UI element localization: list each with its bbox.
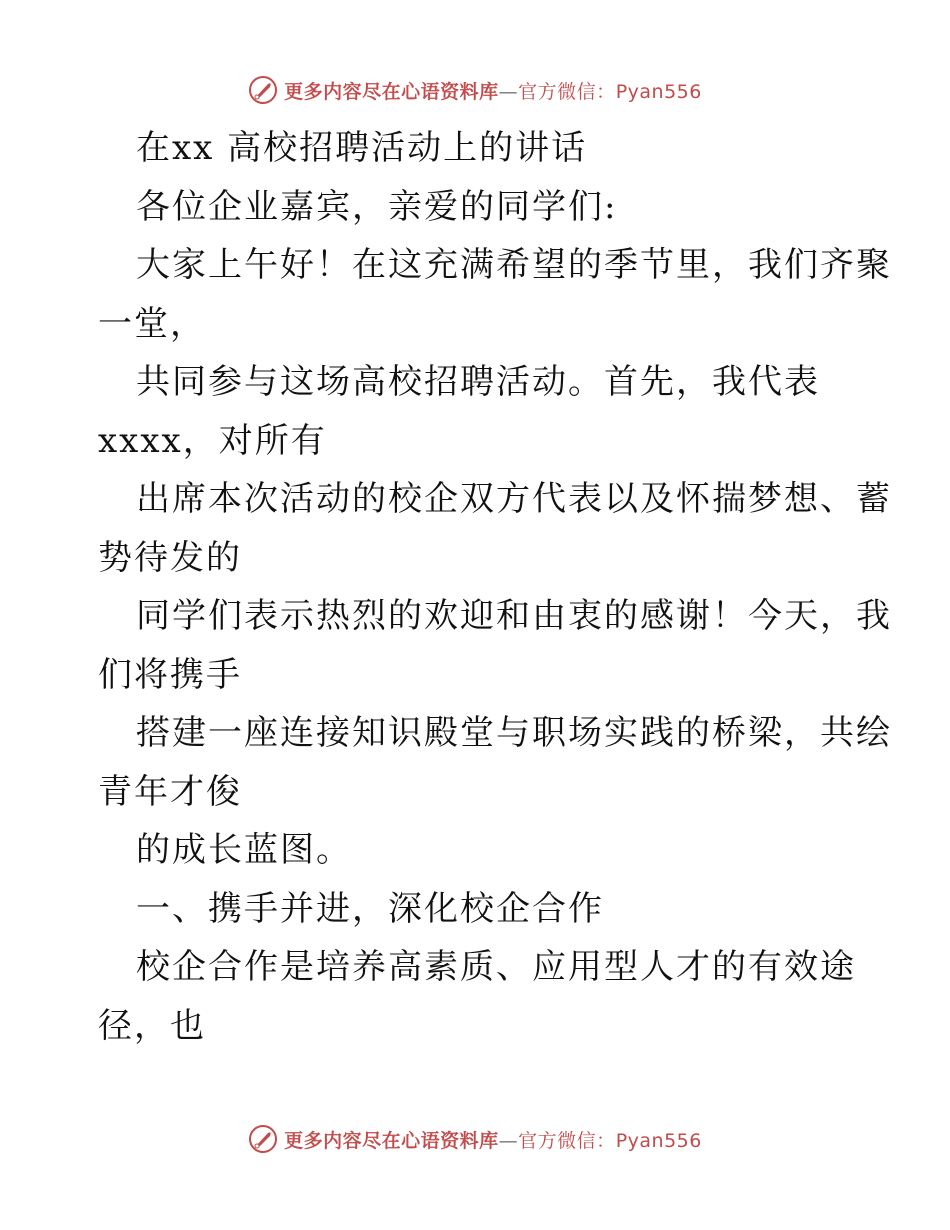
quill-pen-logo-icon [248, 75, 278, 105]
watermark-wechat-label: 官方微信： [518, 80, 616, 103]
document-line: 搭建一座连接知识殿堂与职场实践的桥梁，共绘 [136, 713, 892, 753]
watermark-wechat-id: Pyan556 [615, 1129, 702, 1152]
watermark-separator: — [498, 1129, 519, 1152]
document-line: 大家上午好！在这充满希望的季节里，我们齐聚 [136, 245, 892, 285]
watermark-wechat-id: Pyan556 [615, 80, 702, 103]
watermark-main: 更多内容尽在心语资料库 [284, 1129, 499, 1152]
quill-pen-logo-icon [248, 1124, 278, 1154]
header-watermark [0, 70, 950, 110]
document-line: 共同参与这场高校招聘活动。首先，我代表 [136, 362, 820, 402]
section-heading: 一、携手并进，深化校企合作 [136, 888, 604, 929]
document-line: 同学们表示热烈的欢迎和由衷的感谢！今天，我 [136, 596, 892, 636]
watermark-separator: — [498, 80, 519, 103]
document-line: 径，也 [98, 1005, 206, 1046]
watermark-text [284, 77, 702, 104]
watermark-wechat-label: 官方微信： [518, 1129, 616, 1152]
document-line: 势待发的 [98, 537, 242, 578]
watermark-text [284, 1126, 702, 1153]
document-body [98, 119, 892, 1055]
document-line: 一堂， [98, 303, 206, 344]
document-line: 的成长蓝图。 [136, 830, 352, 870]
document-line: 出席本次活动的校企双方代表以及怀揣梦想、蓄 [136, 479, 892, 519]
document-title: 在xx 高校招聘活动上的讲话 [136, 128, 588, 168]
footer-watermark [0, 1119, 950, 1159]
document-line: xxxx，对所有 [98, 420, 327, 461]
document-line: 校企合作是培养高素质、应用型人才的有效途 [136, 947, 856, 987]
watermark-main: 更多内容尽在心语资料库 [284, 80, 499, 103]
document-line: 们将携手 [98, 654, 242, 695]
document-line: 各位企业嘉宾，亲爱的同学们: [136, 186, 618, 227]
document-line: 青年才俊 [98, 771, 242, 812]
